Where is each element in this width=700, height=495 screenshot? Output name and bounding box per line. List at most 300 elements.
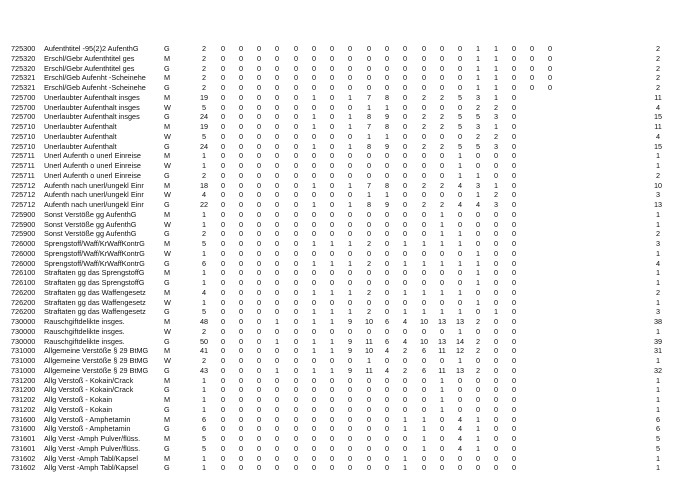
row-value: 0 bbox=[457, 73, 463, 83]
row-value: 0 bbox=[274, 443, 280, 453]
row-value: 0 bbox=[220, 326, 226, 336]
row-value: 9 bbox=[347, 336, 353, 346]
row-value: 0 bbox=[256, 229, 262, 239]
row-value: 0 bbox=[384, 268, 390, 278]
row-value: 9 bbox=[384, 200, 390, 209]
row-code: 726100 bbox=[11, 268, 36, 278]
row-value: 0 bbox=[256, 278, 262, 287]
row-value: 2 bbox=[655, 53, 661, 63]
row-value: 1 bbox=[311, 112, 317, 122]
table-row bbox=[0, 44, 700, 54]
row-value: 0 bbox=[511, 161, 517, 170]
row-value: 0 bbox=[493, 424, 499, 434]
row-value: 0 bbox=[421, 63, 427, 73]
row-value: 0 bbox=[220, 83, 226, 92]
row-value: 0 bbox=[293, 53, 299, 63]
row-value: 1 bbox=[475, 258, 481, 268]
row-value: 0 bbox=[220, 414, 226, 424]
row-code: 725711 bbox=[11, 161, 35, 170]
row-value: 0 bbox=[274, 258, 280, 268]
row-sex: G bbox=[164, 200, 170, 209]
table-row bbox=[0, 112, 700, 122]
row-value: 0 bbox=[439, 151, 445, 161]
row-code: 731600 bbox=[11, 424, 36, 434]
row-value: 0 bbox=[366, 248, 372, 258]
row-value: 0 bbox=[293, 161, 299, 170]
table-row bbox=[0, 181, 700, 191]
row-value: 6 bbox=[655, 414, 661, 424]
row-value: 0 bbox=[384, 326, 390, 336]
row-description: Aufenth nach unerl/ungekl Einr bbox=[44, 190, 144, 200]
table-row bbox=[0, 356, 700, 366]
row-value: 0 bbox=[256, 375, 262, 385]
row-value: 0 bbox=[329, 161, 335, 170]
row-value: 0 bbox=[329, 200, 335, 209]
row-value: 0 bbox=[421, 131, 427, 141]
row-value: 0 bbox=[293, 297, 299, 307]
row-value: 3 bbox=[493, 141, 499, 151]
row-value: 11 bbox=[654, 92, 662, 102]
row-value: 0 bbox=[439, 83, 445, 92]
row-value: 0 bbox=[421, 53, 427, 63]
row-value: 0 bbox=[402, 53, 408, 63]
row-value: 1 bbox=[402, 239, 408, 248]
row-value: 1 bbox=[475, 190, 481, 200]
row-value: 11 bbox=[438, 365, 446, 375]
row-value: 0 bbox=[238, 326, 244, 336]
row-value: 0 bbox=[293, 209, 299, 219]
row-value: 11 bbox=[365, 365, 373, 375]
row-description: Straftaten gg das Waffengesetz bbox=[44, 297, 146, 307]
row-value: 0 bbox=[366, 219, 372, 229]
row-value: 0 bbox=[493, 248, 499, 258]
row-value: 0 bbox=[366, 424, 372, 434]
row-value: 0 bbox=[493, 268, 499, 278]
row-value: 0 bbox=[293, 102, 299, 112]
row-value: 0 bbox=[421, 297, 427, 307]
row-value: 4 bbox=[457, 424, 463, 434]
row-value: 0 bbox=[293, 326, 299, 336]
row-value: 0 bbox=[421, 463, 427, 473]
row-value: 1 bbox=[475, 170, 481, 180]
row-value: 0 bbox=[238, 404, 244, 414]
row-value: 0 bbox=[402, 151, 408, 161]
row-value: 0 bbox=[457, 395, 463, 404]
row-value: 0 bbox=[511, 443, 517, 453]
row-value: 0 bbox=[366, 297, 372, 307]
row-value: 0 bbox=[274, 326, 280, 336]
row-value: 0 bbox=[238, 170, 244, 180]
row-value: 0 bbox=[402, 219, 408, 229]
row-value: 0 bbox=[329, 219, 335, 229]
row-value: 0 bbox=[511, 102, 517, 112]
row-value: 1 bbox=[457, 239, 463, 248]
row-value: 3 bbox=[493, 112, 499, 122]
row-value: 0 bbox=[220, 73, 226, 83]
row-value: 38 bbox=[653, 317, 663, 326]
row-code: 725321 bbox=[11, 83, 36, 92]
row-value: 0 bbox=[220, 365, 226, 375]
row-value: 0 bbox=[493, 278, 499, 287]
row-value: 1 bbox=[655, 151, 661, 161]
row-value: 1 bbox=[201, 375, 207, 385]
row-value: 0 bbox=[329, 209, 335, 219]
row-sex: G bbox=[164, 336, 170, 346]
row-value: 0 bbox=[366, 83, 372, 92]
row-value: 1 bbox=[655, 404, 661, 414]
row-description: Straftaten gg das SprengstoffG bbox=[44, 268, 145, 278]
row-code: 725700 bbox=[11, 112, 36, 122]
row-description: Allg Verst -Amph Tabl/Kapsel bbox=[44, 453, 138, 463]
row-value: 0 bbox=[293, 141, 299, 151]
row-value: 0 bbox=[439, 102, 445, 112]
row-value: 0 bbox=[274, 112, 280, 122]
row-value: 1 bbox=[384, 102, 390, 112]
row-value: 1 bbox=[655, 209, 661, 219]
row-value: 0 bbox=[366, 434, 372, 443]
row-code: 725710 bbox=[11, 131, 36, 141]
row-value: 2 bbox=[201, 44, 207, 53]
row-sex: M bbox=[164, 268, 171, 278]
row-value: 0 bbox=[274, 297, 280, 307]
row-value: 0 bbox=[493, 404, 499, 414]
row-code: 730000 bbox=[11, 317, 36, 326]
row-value: 0 bbox=[457, 83, 463, 92]
row-value: 0 bbox=[439, 190, 445, 200]
row-sex: W bbox=[164, 161, 171, 170]
row-value: 1 bbox=[421, 424, 427, 434]
row-value: 0 bbox=[311, 102, 317, 112]
row-value: 0 bbox=[274, 287, 280, 297]
row-value: 0 bbox=[421, 385, 427, 395]
row-value: 0 bbox=[493, 463, 499, 473]
row-value: 1 bbox=[655, 453, 661, 463]
row-value: 0 bbox=[511, 53, 517, 63]
row-value: 3 bbox=[475, 122, 481, 131]
row-value: 0 bbox=[311, 356, 317, 365]
row-description: Straftaten gg das Waffengesetz bbox=[44, 287, 146, 297]
row-value: 0 bbox=[529, 53, 535, 63]
row-value: 0 bbox=[421, 170, 427, 180]
table-row bbox=[0, 259, 700, 269]
row-value: 1 bbox=[475, 424, 481, 434]
row-value: 0 bbox=[220, 248, 226, 258]
row-value: 1 bbox=[475, 434, 481, 443]
row-value: 0 bbox=[493, 385, 499, 395]
row-value: 0 bbox=[311, 463, 317, 473]
row-value: 0 bbox=[311, 395, 317, 404]
row-value: 1 bbox=[439, 258, 445, 268]
row-value: 1 bbox=[457, 356, 463, 365]
row-value: 0 bbox=[511, 395, 517, 404]
row-value: 0 bbox=[511, 248, 517, 258]
row-value: 0 bbox=[402, 161, 408, 170]
row-code: 730000 bbox=[11, 326, 36, 336]
row-value: 5 bbox=[475, 112, 481, 122]
row-value: 0 bbox=[366, 385, 372, 395]
row-value: 0 bbox=[347, 278, 353, 287]
row-sex: G bbox=[164, 443, 170, 453]
row-value: 0 bbox=[366, 326, 372, 336]
row-value: 0 bbox=[384, 53, 390, 63]
row-value: 1 bbox=[493, 180, 499, 190]
row-value: 0 bbox=[384, 73, 390, 83]
row-value: 0 bbox=[366, 229, 372, 239]
row-value: 0 bbox=[256, 443, 262, 453]
row-value: 0 bbox=[256, 434, 262, 443]
row-value: 0 bbox=[220, 122, 226, 131]
row-value: 0 bbox=[238, 180, 244, 190]
table-row bbox=[0, 132, 700, 142]
row-value: 0 bbox=[274, 229, 280, 239]
row-value: 0 bbox=[493, 395, 499, 404]
row-code: 725710 bbox=[11, 141, 36, 151]
row-value: 0 bbox=[475, 375, 481, 385]
row-value: 0 bbox=[347, 131, 353, 141]
row-code: 730000 bbox=[11, 336, 36, 346]
row-value: 4 bbox=[475, 200, 481, 209]
row-value: 0 bbox=[220, 356, 226, 365]
statistics-table bbox=[0, 44, 700, 473]
row-value: 0 bbox=[366, 404, 372, 414]
row-value: 0 bbox=[238, 248, 244, 258]
row-value: 1 bbox=[421, 258, 427, 268]
row-value: 0 bbox=[238, 346, 244, 356]
row-sex: M bbox=[164, 414, 171, 424]
row-value: 0 bbox=[439, 73, 445, 83]
row-value: 0 bbox=[256, 112, 262, 122]
row-value: 1 bbox=[439, 375, 445, 385]
row-sex: G bbox=[164, 307, 170, 317]
row-value: 0 bbox=[439, 463, 445, 473]
row-value: 0 bbox=[311, 268, 317, 278]
row-description: Allgemeine Verstöße § 29 BtMG bbox=[44, 346, 149, 356]
row-sex: M bbox=[164, 209, 171, 219]
row-value: 0 bbox=[238, 229, 244, 239]
row-value: 1 bbox=[311, 365, 317, 375]
row-value: 48 bbox=[199, 317, 209, 326]
row-value: 0 bbox=[402, 190, 408, 200]
row-value: 3 bbox=[655, 307, 661, 317]
row-description: Erschl/Gebr Aufenthtitel ges bbox=[44, 63, 135, 73]
row-value: 1 bbox=[655, 395, 661, 404]
row-value: 0 bbox=[256, 92, 262, 102]
row-value: 7 bbox=[366, 122, 372, 131]
row-code: 725300 bbox=[11, 44, 36, 53]
row-value: 0 bbox=[457, 44, 463, 53]
row-value: 0 bbox=[439, 356, 445, 365]
row-value: 0 bbox=[329, 434, 335, 443]
row-sex: M bbox=[164, 92, 171, 102]
row-code: 726200 bbox=[11, 287, 36, 297]
row-sex: G bbox=[164, 63, 170, 73]
row-value: 1 bbox=[493, 53, 499, 63]
row-value: 1 bbox=[655, 248, 661, 258]
row-value: 0 bbox=[274, 248, 280, 258]
row-value: 5 bbox=[201, 131, 207, 141]
row-value: 5 bbox=[201, 307, 207, 317]
row-value: 0 bbox=[220, 229, 226, 239]
row-value: 0 bbox=[256, 287, 262, 297]
row-value: 2 bbox=[493, 131, 499, 141]
row-value: 0 bbox=[347, 375, 353, 385]
row-value: 0 bbox=[274, 180, 280, 190]
row-value: 0 bbox=[511, 200, 517, 209]
row-value: 0 bbox=[347, 434, 353, 443]
row-value: 0 bbox=[329, 414, 335, 424]
row-value: 0 bbox=[439, 326, 445, 336]
table-row bbox=[0, 151, 700, 161]
row-value: 0 bbox=[329, 190, 335, 200]
row-value: 0 bbox=[457, 209, 463, 219]
row-value: 0 bbox=[421, 248, 427, 258]
row-value: 0 bbox=[347, 297, 353, 307]
row-value: 0 bbox=[256, 414, 262, 424]
table-row bbox=[0, 64, 700, 74]
row-value: 0 bbox=[274, 63, 280, 73]
table-row bbox=[0, 210, 700, 220]
row-value: 1 bbox=[311, 258, 317, 268]
row-value: 0 bbox=[220, 434, 226, 443]
row-value: 0 bbox=[511, 44, 517, 53]
table-row bbox=[0, 337, 700, 347]
table-row bbox=[0, 229, 700, 239]
row-value: 0 bbox=[329, 44, 335, 53]
row-value: 0 bbox=[311, 44, 317, 53]
row-value: 0 bbox=[457, 453, 463, 463]
row-value: 0 bbox=[238, 287, 244, 297]
row-value: 0 bbox=[238, 219, 244, 229]
row-value: 0 bbox=[238, 102, 244, 112]
row-value: 0 bbox=[402, 434, 408, 443]
row-value: 9 bbox=[347, 346, 353, 356]
row-value: 0 bbox=[238, 73, 244, 83]
row-value: 0 bbox=[274, 73, 280, 83]
row-value: 1 bbox=[439, 307, 445, 317]
row-description: Allgemeine Verstöße § 29 BtMG bbox=[44, 365, 149, 375]
row-value: 11 bbox=[654, 122, 662, 131]
row-value: 32 bbox=[653, 365, 663, 375]
row-value: 0 bbox=[238, 239, 244, 248]
row-value: 0 bbox=[220, 131, 226, 141]
row-value: 0 bbox=[220, 443, 226, 453]
row-description: Sonst Verstöße gg AufenthG bbox=[44, 209, 137, 219]
row-value: 0 bbox=[402, 209, 408, 219]
row-value: 0 bbox=[493, 434, 499, 443]
row-value: 0 bbox=[421, 44, 427, 53]
row-value: 0 bbox=[384, 414, 390, 424]
row-value: 0 bbox=[347, 404, 353, 414]
row-value: 9 bbox=[347, 365, 353, 375]
row-value: 0 bbox=[457, 63, 463, 73]
row-value: 0 bbox=[256, 53, 262, 63]
row-code: 725712 bbox=[11, 200, 36, 209]
row-value: 0 bbox=[366, 73, 372, 83]
row-value: 0 bbox=[274, 209, 280, 219]
row-value: 0 bbox=[384, 395, 390, 404]
row-value: 2 bbox=[439, 180, 445, 190]
row-value: 0 bbox=[311, 443, 317, 453]
row-value: 0 bbox=[366, 170, 372, 180]
row-value: 1 bbox=[493, 92, 499, 102]
row-value: 0 bbox=[457, 297, 463, 307]
row-value: 1 bbox=[655, 356, 661, 365]
row-value: 0 bbox=[329, 268, 335, 278]
row-value: 0 bbox=[256, 317, 262, 326]
row-value: 13 bbox=[437, 317, 447, 326]
row-value: 0 bbox=[256, 365, 262, 375]
row-value: 0 bbox=[475, 287, 481, 297]
row-value: 0 bbox=[238, 356, 244, 365]
row-code: 731200 bbox=[11, 375, 36, 385]
row-sex: M bbox=[164, 346, 171, 356]
row-value: 0 bbox=[366, 209, 372, 219]
row-value: 0 bbox=[256, 122, 262, 131]
row-value: 0 bbox=[347, 73, 353, 83]
table-row bbox=[0, 317, 700, 327]
row-value: 0 bbox=[238, 463, 244, 473]
row-sex: W bbox=[164, 131, 171, 141]
row-value: 10 bbox=[364, 317, 374, 326]
row-value: 4 bbox=[384, 346, 390, 356]
row-value: 0 bbox=[511, 92, 517, 102]
row-value: 1 bbox=[329, 317, 335, 326]
row-value: 0 bbox=[511, 404, 517, 414]
row-value: 0 bbox=[293, 248, 299, 258]
row-value: 0 bbox=[347, 102, 353, 112]
row-value: 1 bbox=[201, 209, 207, 219]
row-value: 0 bbox=[238, 365, 244, 375]
row-value: 0 bbox=[274, 307, 280, 317]
row-value: 0 bbox=[439, 131, 445, 141]
row-code: 726200 bbox=[11, 307, 36, 317]
row-value: 0 bbox=[256, 209, 262, 219]
table-row bbox=[0, 171, 700, 181]
row-value: 13 bbox=[455, 365, 465, 375]
row-description: Sonst Verstöße gg AufenthG bbox=[44, 219, 137, 229]
row-description: Allg Verstoß - Kokain bbox=[44, 404, 113, 414]
row-value: 0 bbox=[384, 248, 390, 258]
row-value: 0 bbox=[402, 443, 408, 453]
row-value: 0 bbox=[529, 83, 535, 92]
row-value: 0 bbox=[511, 73, 517, 83]
row-value: 4 bbox=[402, 317, 408, 326]
row-code: 731000 bbox=[11, 346, 36, 356]
row-value: 0 bbox=[402, 131, 408, 141]
row-value: 1 bbox=[457, 229, 463, 239]
row-value: 3 bbox=[475, 180, 481, 190]
row-value: 0 bbox=[511, 219, 517, 229]
row-value: 0 bbox=[311, 278, 317, 287]
row-value: 4 bbox=[457, 434, 463, 443]
row-value: 6 bbox=[201, 258, 207, 268]
row-value: 0 bbox=[238, 434, 244, 443]
row-value: 0 bbox=[511, 346, 517, 356]
row-value: 0 bbox=[402, 326, 408, 336]
row-value: 0 bbox=[220, 463, 226, 473]
row-sex: G bbox=[164, 229, 170, 239]
row-value: 0 bbox=[493, 336, 499, 346]
row-description: Allg Verst -Amph Pulver/flüss. bbox=[44, 434, 141, 443]
row-value: 2 bbox=[421, 92, 427, 102]
row-value: 0 bbox=[384, 424, 390, 434]
row-value: 5 bbox=[457, 112, 463, 122]
row-value: 0 bbox=[311, 131, 317, 141]
row-value: 0 bbox=[238, 151, 244, 161]
table-row bbox=[0, 190, 700, 200]
row-value: 0 bbox=[274, 219, 280, 229]
row-value: 0 bbox=[256, 346, 262, 356]
